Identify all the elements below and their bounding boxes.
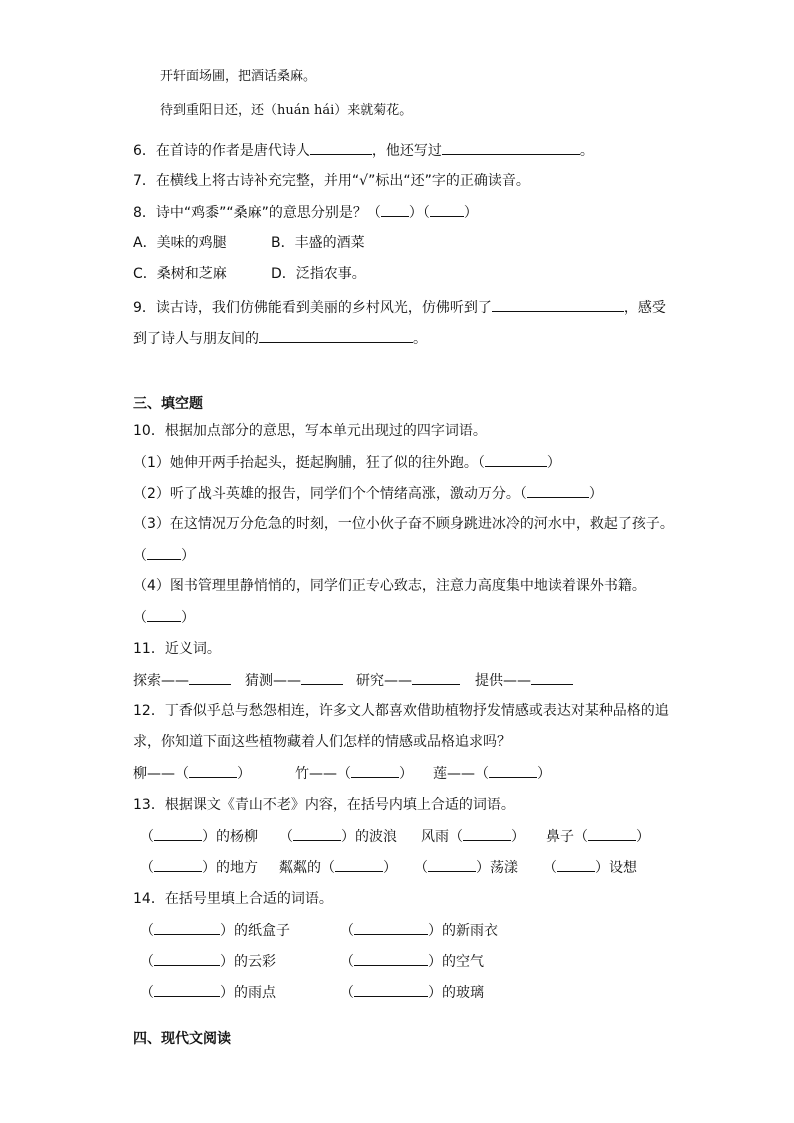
answer-blank[interactable]: [492, 297, 624, 312]
question-10: 10．根据加点部分的意思，写本单元出现过的四字词语。: [133, 423, 487, 439]
question-9-line-1: 9．读古诗，我们仿佛能看到美丽的乡村风光，仿佛听到了 ，感受: [133, 297, 666, 318]
question-12-line-2: 求，你知道下面这些植物藏着人们怎样的情感或品格追求吗？: [133, 734, 511, 750]
q13-blank-7: （ ）荡漾: [414, 857, 518, 878]
answer-blank[interactable]: [527, 483, 589, 498]
section-heading-4: 四、现代文阅读: [133, 1031, 231, 1047]
question-10-item-4-answer: （ ）: [133, 607, 195, 628]
question-8: 8．诗中“鸡黍”“桑麻”的意思分别是？（ ）（ ）: [133, 202, 478, 223]
q13-blank-1: （ ）的杨柳: [140, 826, 258, 847]
option-a[interactable]: A．美味的鸡腿: [133, 235, 227, 251]
question-7: 7．在横线上将古诗补充完整，并用“√”标出“还”字的正确读音。: [133, 173, 530, 189]
answer-blank[interactable]: [489, 763, 537, 778]
answer-blank[interactable]: [154, 857, 202, 872]
plant-lotus: 莲——（ ）: [433, 763, 551, 784]
answer-blank[interactable]: [189, 670, 231, 685]
question-9-line-2: 到了诗人与朋友间的 。: [133, 328, 427, 349]
question-12-line-1: 12．丁香似乎总与愁怨相连，许多文人都喜欢借助植物抒发情感或表达对某种品格的追: [133, 703, 669, 719]
plant-willow: 柳——（ ）: [133, 763, 251, 784]
answer-blank[interactable]: [442, 140, 580, 155]
answer-blank[interactable]: [531, 670, 573, 685]
answer-blank[interactable]: [354, 951, 428, 966]
answer-blank[interactable]: [588, 826, 636, 841]
q13-blank-2: （ ）的波浪: [279, 826, 397, 847]
plant-bamboo: 竹——（ ）: [295, 763, 413, 784]
answer-blank[interactable]: [354, 982, 428, 997]
q14-blank-1: （ ）的纸盒子: [140, 920, 290, 941]
answer-blank[interactable]: [259, 328, 413, 343]
answer-blank[interactable]: [335, 857, 383, 872]
synonym-2: 猜测——: [245, 670, 343, 691]
answer-blank[interactable]: [154, 920, 220, 935]
answer-blank[interactable]: [293, 826, 341, 841]
answer-blank[interactable]: [189, 763, 237, 778]
q14-blank-5: （ ）的雨点: [140, 982, 276, 1003]
answer-blank[interactable]: [428, 857, 476, 872]
poem-line-2: 待到重阳日还，还（huán hái）来就菊花。: [160, 103, 413, 118]
synonym-1: 探索——: [133, 670, 231, 691]
synonym-3: 研究——: [356, 670, 460, 691]
option-c[interactable]: C．桑树和芝麻: [133, 266, 227, 282]
answer-blank[interactable]: [301, 670, 343, 685]
question-10-item-3: （3）在这情况万分危急的时刻，一位小伙子奋不顾身跳进冰冷的河水中，救起了孩子。: [133, 516, 674, 532]
synonym-4: 提供——: [475, 670, 573, 691]
q14-blank-3: （ ）的云彩: [140, 951, 276, 972]
section-heading-3: 三、填空题: [133, 396, 203, 412]
question-10-item-3-answer: （ ）: [133, 545, 195, 566]
q14-blank-6: （ ）的玻璃: [340, 982, 484, 1003]
answer-blank[interactable]: [485, 452, 547, 467]
answer-blank[interactable]: [354, 920, 428, 935]
answer-blank[interactable]: [381, 202, 409, 217]
q13-blank-4: 鼻子（ ）: [546, 826, 650, 847]
answer-blank[interactable]: [351, 763, 399, 778]
option-d[interactable]: D．泛指农事。: [271, 266, 366, 282]
answer-blank[interactable]: [310, 140, 372, 155]
q13-blank-8: （ ）设想: [543, 857, 637, 878]
question-14: 14．在括号里填上合适的词语。: [133, 891, 333, 907]
answer-blank[interactable]: [154, 826, 202, 841]
q14-blank-2: （ ）的新雨衣: [340, 920, 498, 941]
q13-blank-6: 粼粼的（ ）: [279, 857, 397, 878]
answer-blank[interactable]: [557, 857, 595, 872]
answer-blank[interactable]: [463, 826, 511, 841]
question-10-item-2: （2）听了战斗英雄的报告，同学们个个情绪高涨，激动万分。（ ）: [133, 483, 603, 504]
question-6: 6．在首诗的作者是唐代诗人 ，他还写过 。: [133, 140, 594, 161]
question-10-item-4: （4）图书管理里静悄悄的，同学们正专心致志，注意力高度集中地读着课外书籍。: [133, 578, 646, 594]
q14-blank-4: （ ）的空气: [340, 951, 484, 972]
q13-blank-5: （ ）的地方: [140, 857, 258, 878]
option-b[interactable]: B．丰盛的酒菜: [271, 235, 365, 251]
answer-blank[interactable]: [154, 951, 220, 966]
question-13: 13．根据课文《青山不老》内容，在括号内填上合适的词语。: [133, 797, 515, 813]
answer-blank[interactable]: [147, 607, 181, 622]
answer-blank[interactable]: [154, 982, 220, 997]
answer-blank[interactable]: [430, 202, 464, 217]
q13-blank-3: 风雨（ ）: [421, 826, 525, 847]
poem-line-1: 开轩面场圃，把酒话桑麻。: [160, 69, 317, 84]
question-10-item-1: （1）她伸开两手抬起头，挺起胸脯，狂了似的往外跑。（ ）: [133, 452, 561, 473]
answer-blank[interactable]: [412, 670, 460, 685]
answer-blank[interactable]: [147, 545, 181, 560]
question-11: 11．近义词。: [133, 641, 221, 657]
